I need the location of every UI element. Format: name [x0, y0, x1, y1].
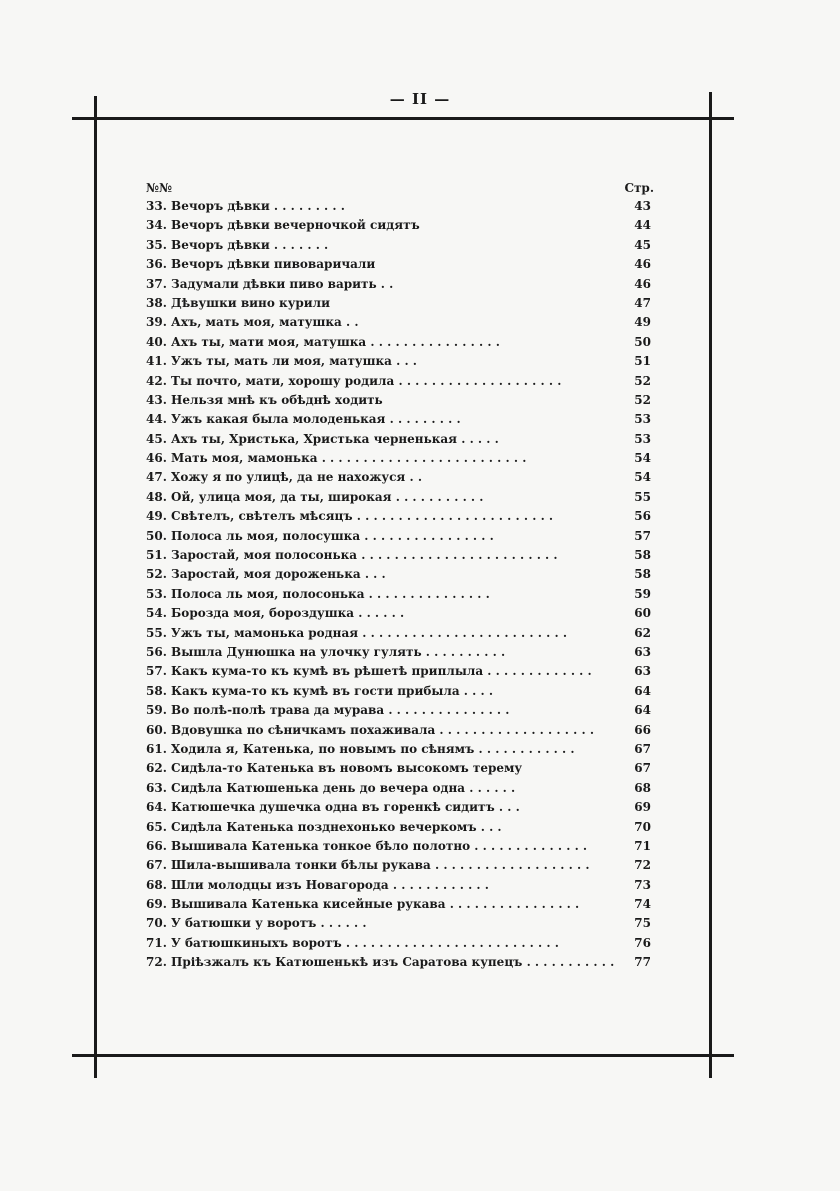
toc-entry-page: 54	[634, 470, 651, 485]
toc-entry-title: 43. Нельзя мнѣ къ обѣднѣ ходить	[146, 392, 383, 407]
toc-entry-title: 50. Полоса ль моя, полосушка . . . . . . . . . . . . . . . .	[146, 528, 494, 543]
toc-entry-page: 68	[634, 780, 651, 795]
toc-entry	[146, 527, 654, 546]
toc-entry-title: 67. Шила-вышивала тонки бѣлы рукава . . . . . . . . . . . . . . . . . . .	[146, 858, 590, 873]
toc-entry	[146, 410, 654, 429]
toc-entry-page: 75	[634, 916, 651, 931]
toc-entry-page: 73	[634, 877, 651, 892]
toc-entry-page: 45	[634, 237, 651, 252]
toc-entry	[146, 449, 654, 468]
toc-entry	[146, 585, 654, 604]
toc-entry	[146, 721, 654, 740]
toc-entry-title: 46. Мать моя, мамонька . . . . . . . . . . . . . . . . . . . . . . . . .	[146, 451, 527, 466]
toc-entry-title: 47. Хожу я по улицѣ, да не нахожуся . .	[146, 470, 422, 485]
table-of-contents	[146, 197, 654, 973]
toc-entry	[146, 604, 654, 623]
toc-entry	[146, 895, 654, 914]
toc-entry-page: 63	[634, 644, 651, 659]
page-number: — II —	[389, 90, 451, 108]
toc-entry-title: 61. Ходила я, Катенька, по новымъ по сѣнямъ . . . . . . . . . . . .	[146, 741, 575, 756]
bottom-rule	[72, 1054, 734, 1057]
toc-entry-page: 47	[634, 295, 651, 310]
toc-entry-page: 74	[634, 897, 651, 912]
toc-entry-title: 56. Вышла Дунюшка на улочку гулять . . . . . . . . . .	[146, 644, 506, 659]
toc-entry	[146, 255, 654, 274]
toc-entry-title: 41. Ужъ ты, мать ли моя, матушка . . .	[146, 354, 417, 369]
toc-entry-page: 57	[634, 528, 651, 543]
toc-entry-title: 66. Вышивала Катенька тонкое бѣло полотно . . . . . . . . . . . . . .	[146, 838, 588, 853]
toc-entry-title: 33. Вечоръ дѣвки . . . . . . . . .	[146, 199, 345, 213]
toc-entry	[146, 701, 654, 720]
toc-header	[146, 181, 654, 197]
toc-entry-page: 52	[634, 392, 651, 407]
toc-entry	[146, 313, 654, 332]
toc-entry-page: 52	[634, 373, 651, 388]
toc-entry-page: 44	[634, 218, 651, 233]
toc-entry	[146, 682, 654, 701]
toc-entry-title: 58. Какъ кума-то къ кумѣ въ гости прибыла . . . .	[146, 683, 494, 698]
toc-entry	[146, 333, 654, 352]
toc-entry-page: 67	[634, 741, 651, 756]
toc-entry-page: 59	[634, 586, 651, 601]
toc-entry	[146, 662, 654, 681]
toc-entry-title: 63. Сидѣла Катюшенька день до вечера одна . . . . . .	[146, 780, 516, 795]
toc-entry-page: 46	[634, 257, 651, 272]
toc-entry-page: 58	[634, 567, 651, 582]
toc-entry-title: 70. У батюшки у воротъ . . . . . .	[146, 916, 367, 931]
toc-entry	[146, 352, 654, 371]
toc-entry	[146, 779, 654, 798]
toc-entry-title: 37. Задумали дѣвки пиво варить . .	[146, 276, 394, 291]
toc-entry	[146, 565, 654, 584]
toc-entry	[146, 488, 654, 507]
toc-entry-title: 69. Вышивала Катенька кисейные рукава . . . . . . . . . . . . . . . .	[146, 897, 580, 912]
toc-entry	[146, 468, 654, 487]
toc-entry	[146, 507, 654, 526]
toc-entry	[146, 430, 654, 449]
toc-entry-page: 62	[634, 625, 651, 640]
toc-entry-page: 70	[634, 819, 651, 834]
page-column-label: Стр.	[624, 181, 654, 195]
toc-entry	[146, 624, 654, 643]
toc-entry-title: 34. Вечоръ дѣвки вечерночкой сидятъ	[146, 218, 420, 233]
toc-entry-title: 52. Заростай, моя дороженька . . .	[146, 567, 386, 582]
toc-entry-title: 68. Шли молодцы изъ Новагорода . . . . . . . . . . . .	[146, 877, 489, 892]
toc-entry	[146, 934, 654, 953]
number-column-label: №№	[146, 181, 173, 195]
toc-entry-title: 64. Катюшечка душечка одна въ горенкѣ сидитъ . . .	[146, 800, 520, 815]
toc-entry-page: 67	[634, 761, 651, 776]
toc-entry-page: 71	[634, 838, 651, 853]
toc-entry-page: 58	[634, 548, 651, 563]
toc-entry-title: 35. Вечоръ дѣвки . . . . . . .	[146, 237, 329, 252]
toc-entry-page: 46	[634, 276, 651, 291]
toc-entry-page: 50	[634, 334, 651, 349]
toc-entry-title: 51. Заростай, моя полосонька . . . . . . . . . . . . . . . . . . . . . . . .	[146, 548, 558, 563]
toc-entry	[146, 953, 654, 972]
toc-entry	[146, 876, 654, 895]
toc-entry-page: 64	[634, 683, 651, 698]
toc-entry-title: 36. Вечоръ дѣвки пивоваричали	[146, 257, 376, 272]
toc-entry	[146, 546, 654, 565]
toc-entry-title: 59. Во полѣ-полѣ трава да мурава . . . . . . . . . . . . . . .	[146, 703, 510, 718]
toc-entry-title: 42. Ты почто, мати, хорошу родила . . . . . . . . . . . . . . . . . . . .	[146, 373, 562, 388]
toc-entry	[146, 391, 654, 410]
toc-entry-title: 55. Ужъ ты, мамонька родная . . . . . . . . . . . . . . . . . . . . . . . . .	[146, 625, 567, 640]
toc-entry	[146, 197, 654, 216]
toc-entry-page: 53	[634, 412, 651, 427]
toc-entry-title: 54. Борозда моя, бороздушка . . . . . .	[146, 606, 405, 621]
toc-entry-page: 55	[634, 489, 651, 504]
toc-entry	[146, 914, 654, 933]
toc-entry-page: 69	[634, 800, 651, 815]
toc-entry-page: 63	[634, 664, 651, 679]
toc-entry-page: 76	[634, 935, 651, 950]
toc-entry-title: 65. Сидѣла Катенька позднехонько вечеркомъ . . .	[146, 819, 502, 834]
toc-entry-title: 48. Ой, улица моя, да ты, широкая . . . . . . . . . . .	[146, 489, 484, 504]
toc-entry-page: 60	[634, 606, 651, 621]
toc-entry	[146, 818, 654, 837]
toc-entry	[146, 856, 654, 875]
toc-entry	[146, 294, 654, 313]
toc-entry-title: 71. У батюшкиныхъ воротъ . . . . . . . . . . . . . . . . . . . . . . . . . .	[146, 935, 559, 950]
toc-entry-page: 54	[634, 451, 651, 466]
toc-entry-page: 49	[634, 315, 651, 330]
toc-entry	[146, 275, 654, 294]
top-rule	[72, 117, 734, 120]
toc-entry-title: 39. Ахъ, мать моя, матушка . .	[146, 315, 359, 330]
toc-entry-title: 45. Ахъ ты, Христька, Христька черненькая . . . . .	[146, 431, 499, 446]
toc-entry	[146, 236, 654, 255]
toc-entry	[146, 372, 654, 391]
toc-entry-page: 77	[634, 955, 651, 970]
toc-entry-page: 53	[634, 431, 651, 446]
left-rule	[94, 96, 97, 1078]
toc-entry-title: 38. Дѣвушки вино курили	[146, 295, 331, 310]
toc-entry	[146, 798, 654, 817]
toc-entry	[146, 216, 654, 235]
toc-entry-title: 57. Какъ кума-то къ кумѣ въ рѣшетѣ приплыла . . . . . . . . . . . . .	[146, 664, 592, 679]
toc-entry	[146, 837, 654, 856]
toc-entry-page: 66	[634, 722, 651, 737]
toc-entry-title: 62. Сидѣла-то Катенька въ новомъ высокомъ терему	[146, 761, 523, 776]
toc-entry-page: 43	[634, 199, 651, 213]
toc-entry	[146, 643, 654, 662]
right-rule	[709, 92, 712, 1078]
toc-entry-page: 64	[634, 703, 651, 718]
toc-entry-title: 60. Вдовушка по сѣничкамъ похаживала . . . . . . . . . . . . . . . . . . .	[146, 722, 594, 737]
toc-entry	[146, 759, 654, 778]
toc-entry-page: 56	[634, 509, 651, 524]
toc-entry-page: 51	[634, 354, 651, 369]
toc-entry-title: 49. Свѣтелъ, свѣтелъ мѣсяцъ . . . . . . . . . . . . . . . . . . . . . . . .	[146, 509, 554, 524]
toc-entry-title: 40. Ахъ ты, мати моя, матушка . . . . . . . . . . . . . . . .	[146, 334, 500, 349]
toc-entry-title: 53. Полоса ль моя, полосонька . . . . . . . . . . . . . . .	[146, 586, 490, 601]
toc-entry-title: 44. Ужъ какая была молоденькая . . . . . . . . .	[146, 412, 461, 427]
toc-entry	[146, 740, 654, 759]
toc-entry-title: 72. Пріѣзжалъ къ Катюшенькѣ изъ Саратова купецъ . . . . . . . . . . .	[146, 955, 615, 970]
toc-entry-page: 72	[634, 858, 651, 873]
